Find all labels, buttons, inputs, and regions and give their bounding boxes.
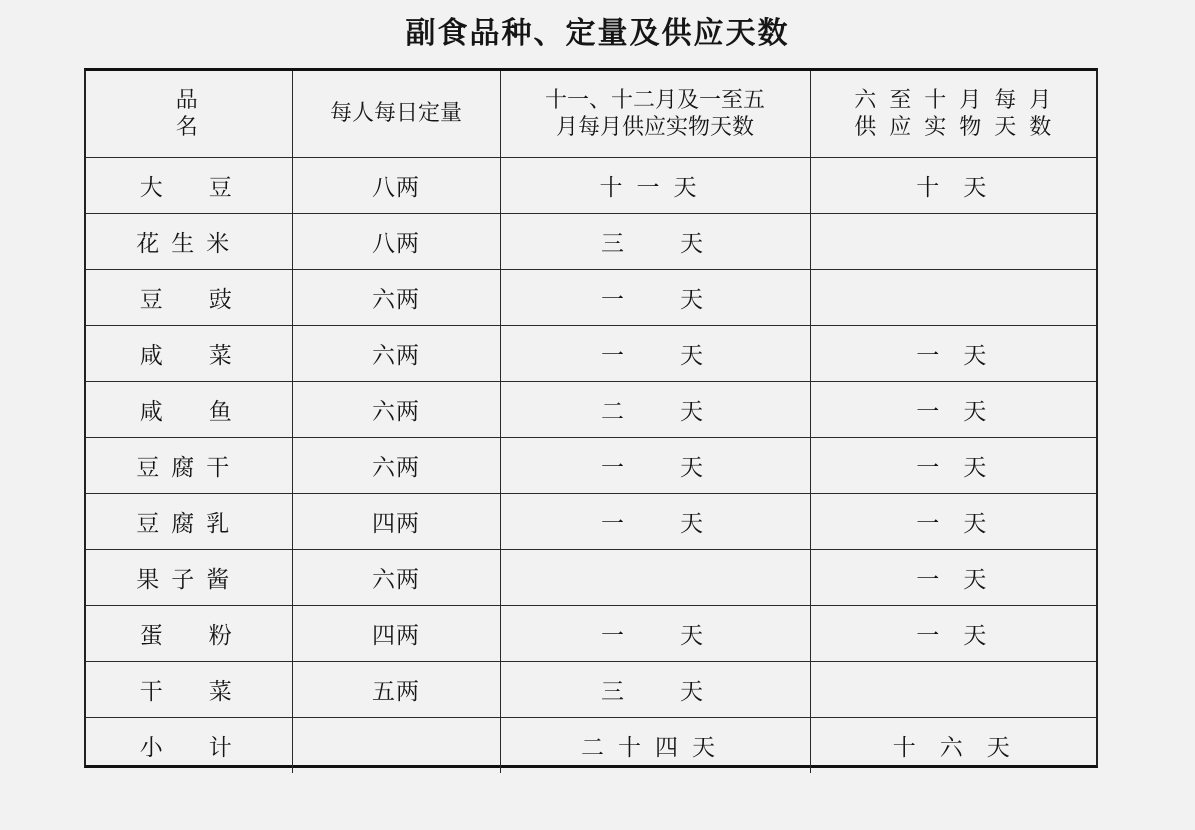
winter-days-cell: 三天 [500,661,810,717]
total-label-cell: 小计 [86,717,292,773]
table-row [86,269,1096,325]
summer-days-cell [810,213,1096,269]
header-item-name: 品 名 [86,71,292,157]
ration-cell: 六两 [292,269,500,325]
item-name-cell: 豆腐乳 [86,493,292,549]
ration-cell: 四两 [292,605,500,661]
ration-cell: 四两 [292,493,500,549]
item-name-cell: 果子酱 [86,549,292,605]
ration-cell: 五两 [292,661,500,717]
winter-days-cell: 三天 [500,213,810,269]
item-name-cell: 豆豉 [86,269,292,325]
item-name-cell: 大豆 [86,157,292,213]
table-header-row [86,71,1096,157]
table-row [86,325,1096,381]
summer-days-cell: 一天 [810,381,1096,437]
item-name-cell: 干菜 [86,661,292,717]
table-row [86,605,1096,661]
table-row [86,437,1096,493]
summer-days-cell: 一天 [810,437,1096,493]
page-title: 副食品种、定量及供应天数 [405,16,790,51]
winter-days-cell: 十一天 [500,157,810,213]
total-winter-days-cell: 二十四天 [500,717,810,773]
table-row [86,381,1096,437]
ration-cell: 八两 [292,157,500,213]
total-summer-days-cell: 十六天 [810,717,1096,773]
table-row [86,493,1096,549]
header-winter-line1: 十一、十二月及一至五 [544,87,765,113]
winter-days-cell: 一天 [500,437,810,493]
winter-days-cell: 二天 [500,381,810,437]
winter-days-cell: 一天 [500,605,810,661]
header-daily-ration: 每人每日定量 [292,71,500,157]
winter-days-cell: 一天 [500,325,810,381]
summer-days-cell [810,661,1096,717]
summer-days-cell: 十天 [810,157,1096,213]
item-name-cell: 咸菜 [86,325,292,381]
header-summer-line2: 供应实物天数 [854,114,1065,140]
winter-days-cell [500,549,810,605]
ration-cell: 六两 [292,437,500,493]
header-summer-supply-days [810,71,1096,157]
summer-days-cell: 一天 [810,549,1096,605]
table-row [86,661,1096,717]
winter-days-cell: 一天 [500,269,810,325]
item-name-cell: 豆腐干 [86,437,292,493]
total-ration-cell [292,717,500,773]
ration-table-frame [84,68,1098,768]
table-total-row [86,717,1096,773]
item-name-cell: 花生米 [86,213,292,269]
ration-cell: 六两 [292,549,500,605]
ration-cell: 六两 [292,381,500,437]
ration-cell: 八两 [292,213,500,269]
table-row [86,157,1096,213]
item-name-cell: 蛋粉 [86,605,292,661]
summer-days-cell [810,269,1096,325]
table-row [86,549,1096,605]
summer-days-cell: 一天 [810,605,1096,661]
summer-days-cell: 一天 [810,325,1096,381]
ration-cell: 六两 [292,325,500,381]
summer-days-cell: 一天 [810,493,1096,549]
ration-table [86,71,1096,773]
item-name-cell: 咸鱼 [86,381,292,437]
table-row [86,213,1096,269]
header-winter-supply-days [500,71,810,157]
header-summer-line1: 六至十月每月 [854,87,1065,113]
winter-days-cell: 一天 [500,493,810,549]
header-winter-line2: 月每月供应实物天数 [555,114,754,140]
